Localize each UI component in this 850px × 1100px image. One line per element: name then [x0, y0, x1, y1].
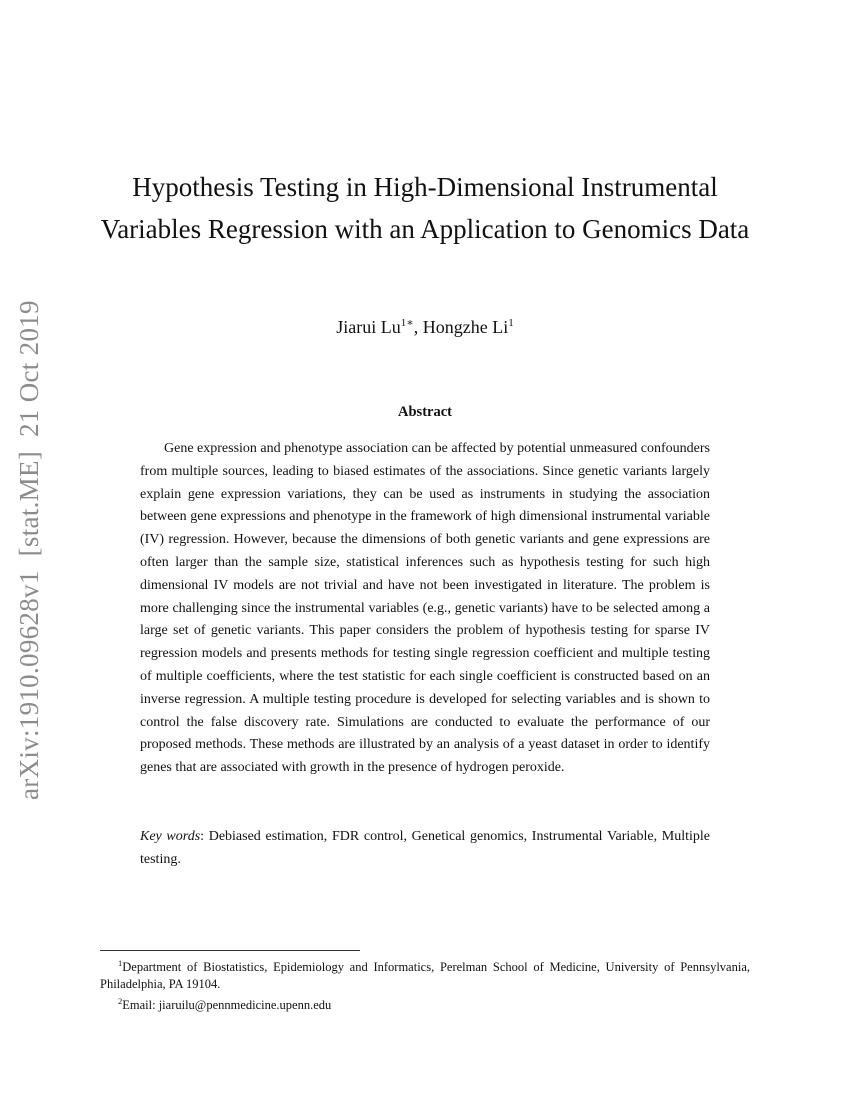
author-separator: ,: [413, 317, 423, 337]
footnote-text: Department of Biostatistics, Epidemiology and Informatics, Perelman School of Medicine, University of Pennsylvania, Philadelphia, PA 19104.: [100, 960, 750, 991]
abstract-heading: Abstract: [398, 404, 452, 420]
author-affiliation-mark: 1: [508, 317, 514, 329]
footnote-mark: 2: [118, 996, 123, 1006]
keywords: [140, 826, 710, 872]
footnote-affiliation: [100, 955, 750, 993]
footnote-mark: 1: [118, 958, 123, 968]
author-name: Jiarui Lu: [336, 317, 401, 337]
arxiv-id: arXiv:1910.09628v1: [14, 570, 44, 800]
author-name: Hongzhe Li: [422, 317, 509, 337]
paper-title: Hypothesis Testing in High-Dimensional Instrumental Variables Regression with an Application to Genomics Data: [100, 172, 750, 244]
footnote-text: Email: jiaruilu@pennmedicine.upenn.edu: [122, 998, 332, 1012]
footnotes: [100, 955, 750, 1014]
arxiv-stamp: [14, 280, 45, 800]
keywords-separator: :: [200, 829, 209, 844]
keywords-label: Key words: [140, 829, 201, 844]
footnote-email: [100, 993, 750, 1014]
keywords-text: Debiased estimation, FDR control, Genetical genomics, Instrumental Variable, Multiple testing.: [140, 829, 711, 867]
arxiv-date: 21 Oct 2019: [14, 300, 44, 437]
arxiv-category: [stat.ME]: [14, 450, 44, 557]
abstract-text: Gene expression and phenotype association can be affected by potential unmeasured confounders from multiple sources, leading to biased estimates of the associations. Since genetic variants largely explain gene expression variations, they can be used as instruments in studying the association between gene expressions and phenotype in the framework of high dimensional instrumental variable (IV) regression. However, because the dimensions of both genetic variants and gene expressions are often larger than the sample size, statistical inferences such as hypothesis testing for such high dimensional IV models are not trivial and have not been investigated in literature. The problem is more challenging since the instrumental variables (e.g., genetic variants) have to be selected among a large set of genetic variants. This paper considers the problem of hypothesis testing for sparse IV regression models and presents methods for testing single regression coefficient and multiple testing of multiple coefficients, where the test statistic for each single coefficient is constructed based on an inverse regression. A multiple testing procedure is developed for selecting variables and is shown to control the false discovery rate. Simulations are conducted to evaluate the performance of our proposed methods. These methods are illustrated by an analysis of a yeast dataset in order to identify genes that are associated with growth in the presence of hydrogen peroxide.: [140, 441, 710, 776]
author-affiliation-mark: 1∗: [400, 317, 414, 329]
author-list: [100, 316, 750, 338]
footnote-divider: [100, 950, 360, 951]
